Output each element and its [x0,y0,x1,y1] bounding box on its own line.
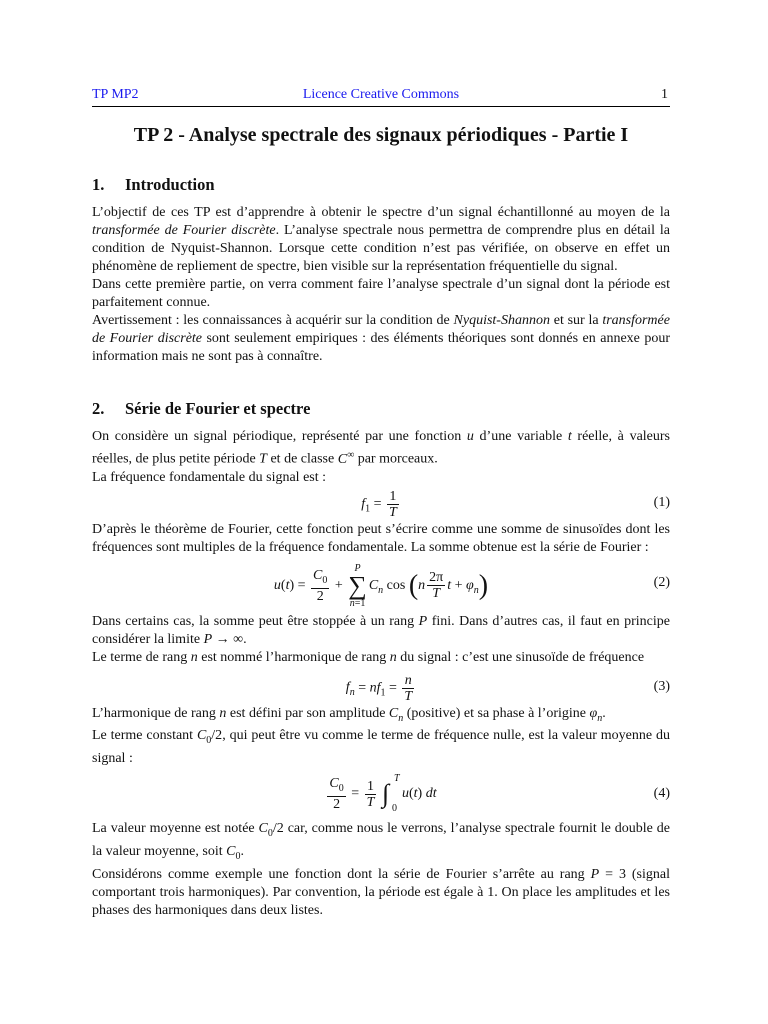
fourier-paragraph-1 [92,428,670,469]
text-span: Le terme constant [92,728,197,744]
header-left: TP MP2 [92,87,139,102]
equation-3-number: (3) [653,678,670,694]
text-span: L’harmonique de rang [92,705,220,721]
header-center: Licence Creative Commons [302,87,460,102]
equation-4-number: (4) [653,786,670,802]
equation-2-formula: u(t) = $\frac{C_0}{2}$ + P ∑ $n=1C_n$ cos (n $\frac{2\pi}{T}$ $t + \varphi_n$) [273,562,489,609]
document-title: TP 2 - Analyse spectrale des signaux périodiques - Partie I [133,124,629,146]
math-C0-over-2: $C_0/2$ [196,728,223,747]
emphasis: transformée de Fourier discrète [92,223,276,238]
math-C0: $C_0$ [226,844,241,862]
text-span: (positive) et sa phase à l’origine [403,705,590,721]
text-span: du signal : c’est une sinusoïde de fréquence [396,649,645,665]
text-span: et sur la [549,313,603,328]
equation-3-formula: $f_n = nf_1$ = $\frac{n}{T}$ [345,672,413,704]
section-1-number: 1. [92,175,105,194]
equation-4 [92,768,670,820]
section-2-number: 2. [92,399,105,418]
text-span: La valeur moyenne est notée [92,821,259,837]
equation-3 [92,667,670,705]
text-span: réelle, à valeurs réelles, de plus petite période [92,429,670,467]
equation-4-formula: $\frac{C_0}{2}$ = $\frac{1}{T}$ ∫ T 0 u(t) dt [329,773,437,815]
math-P-equals-3: P = 3 [590,866,626,882]
text-span: . [243,631,247,647]
section-1-heading [92,174,670,196]
math-n: n [190,649,198,665]
math-C-infinity: C∞ [337,449,355,467]
text-span: Dans certains cas, la somme peut être stoppée à un rang [92,613,419,629]
fourier-paragraph-9 [92,866,670,920]
equation-1 [92,487,670,521]
math-Cn: $C_n$ [388,705,404,724]
math-n: n [389,649,397,665]
math-T: T [259,451,267,467]
text-span: L’objectif de ces TP est d’apprendre à obtenir le spectre d’un signal échantillonné au moyen de la [92,205,670,220]
text-span: Le terme de rang [92,649,191,665]
page-body [92,118,670,920]
text-span: (signal comportant trois harmoniques). Par convention, la période est égale à 1. On place les amplitudes et les phases des harmoniques dans deux listes. [92,866,670,918]
equation-1-formula: $f_1$ = $\frac{1}{T}$ [361,488,397,520]
text-span: On considère un signal périodique, représenté par une fonction [92,429,467,444]
section-1-title: Introduction [125,175,215,194]
text-span: sont seulement empiriques : des éléments théoriques sont donnés en annexe pour information mais ne sont pas à connaître. [92,331,670,364]
intro-paragraph-2: Dans cette première partie, on verra comment faire l’analyse spectrale d’un signal dont la période est parfaitement connue. [92,277,670,310]
text-span: Considérons comme exemple une fonction dont la série de Fourier s’arrête au rang [92,866,591,882]
text-span: est défini par son amplitude [226,705,389,721]
fourier-paragraph-2: La fréquence fondamentale du signal est : [92,469,327,485]
running-header [92,86,670,107]
intro-paragraph-1 [92,204,670,276]
equation-1-number: (1) [653,494,670,510]
text-span: car, comme nous le verrons, l’analyse spectrale fournit le double de la valeur moyenne, soit [92,821,670,860]
math-t: t [567,429,572,444]
math-limit: P → ∞ [203,631,244,647]
math-u: u [466,429,474,444]
page-number: 1 [661,87,668,102]
math-n: n [219,705,227,721]
fourier-paragraph-8 [92,820,670,866]
section-2-heading [92,398,670,420]
text-span: par morceaux. [354,451,438,467]
math-C0-over-2: $C_0/2$ [258,821,284,840]
text-span: et de classe [266,451,338,467]
equation-2 [92,557,670,613]
text-span: . [602,705,606,721]
equation-2-number: (2) [653,574,670,590]
text-span: . [240,844,244,860]
intro-paragraph-3 [92,312,670,366]
math-phi-n: $\varphi_n$ [589,705,603,724]
fourier-paragraph-5 [92,649,670,667]
fourier-paragraph-3: D’après le théorème de Fourier, cette fonction peut s’écrire comme une somme de sinusoïdes dont les fréquences sont multiples de la fréquence fondamentale. La somme obtenue est la série de Fourier : [92,521,670,555]
text-span: Avertissement : les connaissances à acquérir sur la condition de [92,313,454,328]
text-span: est nommé l’harmonique de rang [197,649,390,665]
section-2-title: Série de Fourier et spectre [125,399,311,418]
text-span: . L’analyse spectrale nous permettra de comprendre plus en détail la condition de Nyquist-Shannon. Lorsque cette condition n’est pas vérifiée, on observe en effet un phénomène de repliement de spectre, bien visible sur la représentation fréquentielle du signal. [92,223,670,274]
fourier-paragraph-4 [92,613,670,649]
fourier-paragraph-7 [92,727,670,768]
math-P: P [418,613,428,629]
emphasis: transformée de Fourier discrète [92,313,670,346]
text-span: d’une variable [473,429,568,444]
emphasis: Nyquist-Shannon [453,313,550,328]
fourier-paragraph-6 [92,705,670,728]
text-span: , qui peut être vu comme le terme de fréquence nulle, est la valeur moyenne du signal : [92,728,670,767]
text-span: fini. Dans d’autres cas, il faut en principe considérer la limite [92,613,670,647]
